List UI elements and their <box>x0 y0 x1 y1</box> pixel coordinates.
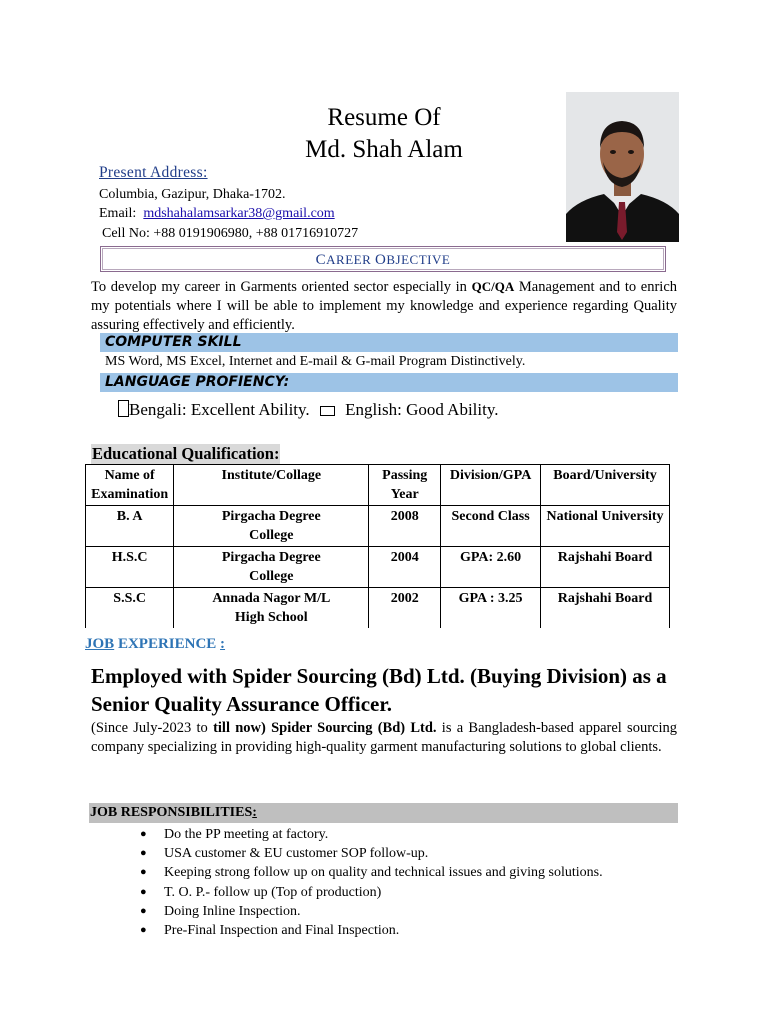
table-cell: 2004 <box>369 547 441 588</box>
list-item: ● Doing Inline Inspection. <box>140 902 603 921</box>
language-bengali: Bengali: Excellent Ability. <box>129 400 310 419</box>
list-item: ● T. O. P.- follow up (Top of production) <box>140 883 603 902</box>
table-cell: Annada Nagor M/L High School <box>174 588 369 629</box>
list-item: ● Do the PP meeting at factory. <box>140 825 603 844</box>
list-item: ● Pre-Final Inspection and Final Inspection. <box>140 921 603 940</box>
checkbox-icon <box>118 400 129 417</box>
computer-skill-text: MS Word, MS Excel, Internet and E-mail & G-mail Program Distinctively. <box>105 354 526 369</box>
job-experience-heading: JOB EXPERIENCE : <box>85 636 226 652</box>
table-cell: Rajshahi Board <box>541 588 670 629</box>
list-item: ● Keeping strong follow up on quality and technical issues and giving solutions. <box>140 863 603 882</box>
table-cell: H.S.C <box>86 547 174 588</box>
table-row <box>86 506 670 547</box>
language-english: English: Good Ability. <box>345 400 499 419</box>
profile-photo <box>566 92 679 242</box>
table-cell: Second Class <box>441 506 541 547</box>
company-description: (Since July-2023 to till now) Spider Sourcing (Bd) Ltd. is a Bangladesh-based apparel sourcing company specializing in providing high-quality garment manufacturing solutions to global clients. <box>91 720 677 755</box>
candidate-name: Md. Shah Alam <box>305 136 463 163</box>
column-header: Name of Examination <box>86 465 174 506</box>
table-cell: GPA: 2.60 <box>441 547 541 588</box>
address-location: Columbia, Gazipur, Dhaka-1702. <box>99 187 286 202</box>
table-cell: GPA : 3.25 <box>441 588 541 629</box>
education-heading: Educational Qualification: <box>92 444 280 463</box>
email-link[interactable]: mdshahalamsarkar38@gmail.com <box>143 206 335 221</box>
email-line <box>99 206 335 222</box>
cell-numbers: +88 0191906980, +88 01716910727 <box>153 226 359 241</box>
list-item: ● USA customer & EU customer SOP follow-up. <box>140 844 603 863</box>
career-objective-heading: CAREER OBJECTIVE <box>100 246 666 272</box>
person-portrait-icon <box>566 92 679 242</box>
table-cell: 2008 <box>369 506 441 547</box>
column-header: Passing Year <box>369 465 441 506</box>
table-row <box>86 588 670 629</box>
computer-skill-heading: COMPUTER SKILL <box>100 333 678 352</box>
table-cell: Pirgacha Degree College <box>174 547 369 588</box>
responsibilities-list <box>140 825 603 940</box>
cell-label: Cell No: <box>102 226 150 241</box>
language-heading: LANGUAGE PROFIENCY: <box>100 373 678 392</box>
column-header: Board/University <box>541 465 670 506</box>
job-responsibilities-heading: JOB RESPONSIBILITIES: <box>89 803 678 823</box>
cell-line <box>102 226 358 242</box>
career-objective-text: To develop my career in Garments oriented sector especially in QC/QA Management and to enrich my potentials where I will be able to implement my knowledge and experience regarding Quality assuring effectively and efficiently. <box>91 279 678 333</box>
employment-title: Employed with Spider Sourcing (Bd) Ltd. (Buying Division) as a Senior Quality Assurance Officer. <box>91 664 667 716</box>
column-header: Division/GPA <box>441 465 541 506</box>
table-cell: B. A <box>86 506 174 547</box>
email-label: Email: <box>99 206 137 221</box>
education-table <box>85 464 670 628</box>
table-cell: Pirgacha Degree College <box>174 506 369 547</box>
checkbox-icon <box>320 406 335 416</box>
table-header-row <box>86 465 670 506</box>
table-cell: 2002 <box>369 588 441 629</box>
language-line <box>118 400 499 420</box>
resume-title: Resume Of <box>327 104 441 131</box>
table-cell: S.S.C <box>86 588 174 629</box>
column-header: Institute/Collage <box>174 465 369 506</box>
table-cell: Rajshahi Board <box>541 547 670 588</box>
table-row <box>86 547 670 588</box>
present-address-heading: Present Address: <box>99 164 208 181</box>
table-cell: National University <box>541 506 670 547</box>
